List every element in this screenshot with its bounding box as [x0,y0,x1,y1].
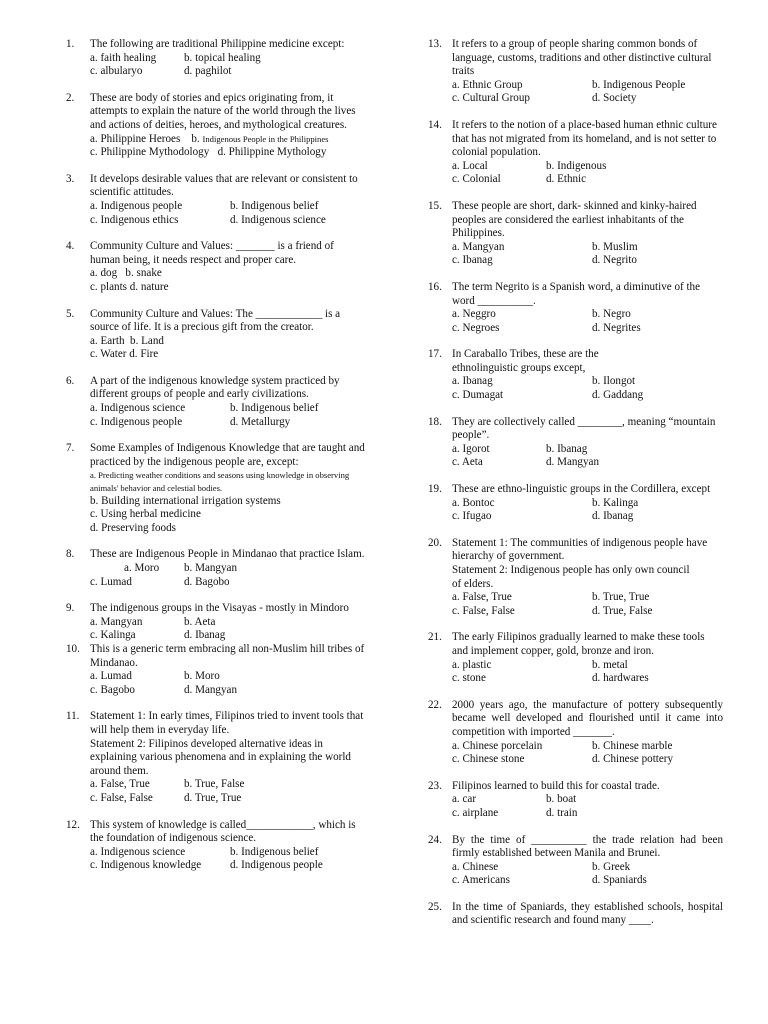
option[interactable]: b. Ibanag [546,442,588,455]
option[interactable]: b. Ilongot [592,375,636,388]
option[interactable]: a. Bontoc [452,496,495,509]
option[interactable]: d. Mangyan [184,683,237,696]
question-text: These are ethno-linguistic groups in the Cordillera, except [452,483,711,496]
left-column [66,38,366,873]
question-10 [66,643,366,697]
question-text: Statement 1: The communities of indigenous people have hierarchy of government. [452,536,708,563]
options [452,497,723,524]
option[interactable]: a. plastic [452,658,492,671]
question-number: 1. [66,38,75,50]
question-number: 11. [66,710,80,723]
question-number: 8. [66,548,75,561]
question-text: In Caraballo Tribes, these are the ethnolinguistic groups except, [452,348,599,374]
question-19 [428,483,723,524]
question-16 [428,281,723,335]
option[interactable]: b. Muslim [592,240,638,253]
question-1 [66,38,366,79]
options [90,778,366,805]
option[interactable]: b. topical healing [184,51,261,64]
options [452,375,723,402]
question-statement-2: Statement 2: Indigenous people has only own council of elders. [452,564,690,590]
question-text: The following are traditional Philippine medicine except: [90,38,345,50]
question-text: Community Culture and Values: The ____________ is a source of life. It is a precious gift from the creator. [90,307,341,334]
question-number: 13. [428,38,442,50]
option[interactable]: c. Dumagat [452,389,504,402]
question-number: 22. [428,698,442,711]
question-18 [428,416,723,470]
option[interactable]: a. faith healing [90,51,157,64]
option-row[interactable]: c. Water d. Fire [90,348,159,361]
option-row[interactable]: a. dog b. snake [90,267,162,280]
question-23 [428,780,723,821]
question-number: 21. [428,631,442,644]
question-number: 23. [428,779,442,792]
option[interactable]: a. False, True [452,591,512,604]
question-4 [66,240,366,294]
question-statement-2: Statement 2: Filipinos developed alternative ideas in explaining various phenomena and in explaining the world around them. [90,737,351,777]
options [452,793,723,820]
question-number: 4. [66,240,75,253]
question-text: They are collectively called ________, meaning “mountain people”. [452,415,716,442]
question-text: Some Examples of Indigenous Knowledge that are taught and practiced by the indigenous people are, except: [90,442,365,468]
question-text: It develops desirable values that are relevant or consistent to scientific attitudes. [90,172,358,199]
option[interactable]: d. True, True [184,791,242,804]
option[interactable]: c. Negroes [452,321,500,334]
question-text: The term Negrito is a Spanish word, a diminutive of the word __________. [452,280,701,307]
option[interactable]: c. Kalinga [90,629,136,642]
option-row [90,133,366,147]
question-number: 5. [66,307,75,320]
option[interactable]: c. airplane [452,806,499,819]
option[interactable]: c. albularyo [90,65,143,78]
option[interactable]: c. Ibanag [452,254,493,267]
question-text: The early Filipinos gradually learned to make these tools and implement copper, gold, bronze and iron. [452,631,705,657]
option[interactable]: Indigenous People in the Philippines [202,133,329,144]
question-text: It refers to a group of people sharing common bonds of language, customs, traditions and other distinctive cultural traits [452,38,712,78]
option-row[interactable]: a. Earth b. Land [90,334,164,347]
option[interactable]: d. Ibanag [592,510,634,523]
option[interactable]: b. Indigenous belief [230,199,319,212]
question-text: In the time of Spaniards, they established schools, hospital and scientific research and found many ____. [452,900,723,927]
option[interactable]: a. Chinese [452,860,499,873]
option[interactable]: d. paghilot [184,65,232,78]
option[interactable]: a. Local [452,159,488,172]
question-text: This system of knowledge is called____________, which is the foundation of indigenous science. [90,818,356,845]
option[interactable]: c. Cultural Group [452,92,530,105]
options [90,402,366,429]
question-text: Filipinos learned to build this for coastal trade. [452,779,660,792]
option[interactable]: b. Kalinga [592,496,639,509]
options [90,562,366,589]
question-17 [428,348,723,402]
options [452,241,723,268]
question-22 [428,699,723,767]
question-number: 25. [428,900,442,913]
option[interactable]: b. True, True [592,591,650,604]
option[interactable]: d. Ibanag [184,629,226,642]
question-6 [66,375,366,429]
question-text: By the time of __________ the trade relation had been firmly established between Manila and Brunei. [452,833,723,860]
question-9 [66,602,366,643]
option[interactable]: c. Colonial [452,173,501,186]
option[interactable]: d. Indigenous people [230,859,323,872]
option[interactable]: b. Greek [592,860,631,873]
question-text: A part of the indigenous knowledge system practiced by different groups of people and early civilizations. [90,374,340,401]
option[interactable]: a. Indigenous science [90,845,186,858]
option[interactable]: c. False, False [90,791,153,804]
right-column [428,38,723,928]
option[interactable]: a. Lumad [90,670,132,683]
option[interactable]: a. Mangyan [90,615,143,628]
option[interactable]: b. Indigenous People [592,78,686,91]
option[interactable]: b. Moro [184,670,220,683]
question-number: 12. [66,818,80,831]
option[interactable]: d. train [546,806,578,819]
options [452,79,723,106]
question-number: 19. [428,483,442,496]
option[interactable]: d. Mangyan [546,456,599,469]
option[interactable]: b. Mangyan [184,562,237,574]
option[interactable]: d. True, False [592,604,653,617]
option[interactable]: a. Neggro [452,308,496,321]
option[interactable]: d. Negrito [592,254,637,267]
question-text: These are Indigenous People in Mindanao that practice Islam. [90,548,365,561]
question-text: These people are short, dark- skinned and kinky-haired peoples are considered the earliest inhabitants of the Philippines. [452,199,697,240]
option[interactable]: c. Aeta [452,456,483,469]
option[interactable]: c. stone [452,672,486,685]
question-text: These are body of stories and epics originating from, it attempts to explain the nature of the world through the lives and actions of deities, heroes, and mythological creatures. [90,91,356,131]
options [90,846,366,873]
question-5 [66,308,366,362]
option[interactable]: d. Spaniards [592,874,647,887]
question-number: 17. [428,348,442,361]
option[interactable]: c. Indigenous knowledge [90,859,202,872]
option[interactable]: b. metal [592,658,628,671]
question-11 [66,710,366,805]
question-text: Statement 1: In early times, Filipinos tried to invent tools that will help them in everyday life. [90,710,364,736]
question-14 [428,119,723,187]
question-text: Community Culture and Values: _______ is a friend of human being, it needs respect and proper care. [90,240,334,266]
option[interactable]: d. Preserving foods [90,521,176,534]
question-number: 24. [428,833,442,846]
option[interactable]: c. False, False [452,604,515,617]
question-24 [428,834,723,888]
question-number: 2. [66,91,75,104]
option[interactable]: a. car [452,793,477,806]
options [452,443,723,470]
option[interactable]: a. False, True [90,778,150,791]
option[interactable]: d. Metallurgy [230,415,291,428]
question-text: It refers to the notion of a place-based human ethnic culture that has not migrated from its homeland, and is not setter to colonial population. [452,118,717,159]
option[interactable]: b. Indigenous [546,159,607,172]
option[interactable]: d. Gaddang [592,389,644,402]
option[interactable]: a. Indigenous people [90,199,183,212]
option[interactable]: c. Indigenous ethics [90,213,179,226]
question-number: 18. [428,415,442,428]
option[interactable]: b. Building international irrigation systems [90,494,281,507]
option[interactable]: a. Ibanag [452,375,493,388]
question-12 [66,819,366,873]
question-number: 15. [428,199,442,212]
question-text: 2000 years ago, the manufacture of pottery subsequently became well developed and flourished until it came into competition with imported _______. [452,698,723,738]
question-number: 20. [428,536,442,549]
question-number: 16. [428,280,442,293]
option[interactable]: c. Americans [452,874,510,887]
option-prefix[interactable]: b. [191,132,200,145]
option-row[interactable]: c. Philippine Mythodology d. Philippine Mythology [90,146,327,159]
option[interactable]: b. Indigenous belief [230,402,319,415]
question-number: 10. [66,642,80,655]
option[interactable]: b. True, False [184,778,245,791]
question-2 [66,92,366,160]
question-15 [428,200,723,268]
question-20 [428,537,723,619]
question-7 [66,442,366,535]
options [452,861,723,888]
option[interactable]: d. Society [592,92,637,105]
option[interactable]: a. Chinese porcelain [452,739,543,752]
options [90,52,366,79]
option[interactable]: a. Indigenous science [90,402,186,415]
question-21 [428,631,723,685]
options [452,659,723,686]
option[interactable]: d. hardwares [592,672,649,685]
option[interactable]: c. Bagobo [90,683,135,696]
options [90,616,366,643]
option[interactable]: d. Negrites [592,321,641,334]
option[interactable]: d. Chinese pottery [592,753,674,766]
question-text: This is a generic term embracing all non-Muslim hill tribes of Mindanao. [90,642,365,669]
options [452,591,723,618]
options [90,670,366,697]
question-13 [428,38,723,106]
option[interactable]: d. Ethnic [546,173,587,186]
option[interactable]: b. Indigenous belief [230,845,319,858]
option[interactable]: b. Negro [592,308,631,321]
option[interactable]: a. Ethnic Group [452,78,523,91]
option[interactable]: b. Aeta [184,615,216,628]
question-8 [66,548,366,589]
option[interactable]: c. Using herbal medicine [90,508,201,521]
option[interactable]: d. Indigenous science [230,213,326,226]
question-25 [428,901,723,928]
question-number: 14. [428,118,442,131]
option[interactable]: d. Bagobo [184,575,230,588]
question-number: 6. [66,374,75,387]
option[interactable]: a. Philippine Heroes [90,132,181,145]
option[interactable]: c. Lumad [90,575,132,588]
option[interactable]: c. Chinese stone [452,753,525,766]
option[interactable]: c. Ifugao [452,510,492,523]
option[interactable]: a. Predicting weather conditions and seasons using knowledge in observing animals' behavior and celestial bodies. [90,470,350,494]
question-text: The indigenous groups in the Visayas - mostly in Mindoro [90,602,349,615]
option[interactable]: a. Igorot [452,442,490,455]
options [90,200,366,227]
options [452,308,723,335]
question-number: 9. [66,602,75,615]
options [452,740,723,767]
option[interactable]: a. Moro [124,562,160,574]
option[interactable]: c. Indigenous people [90,415,183,428]
option[interactable]: b. boat [546,793,577,806]
question-number: 3. [66,172,75,185]
option-row[interactable]: c. plants d. nature [90,280,169,293]
options [452,160,723,187]
question-number: 7. [66,442,75,455]
option[interactable]: a. Mangyan [452,240,505,253]
option[interactable]: b. Chinese marble [592,739,673,752]
question-3 [66,173,366,227]
